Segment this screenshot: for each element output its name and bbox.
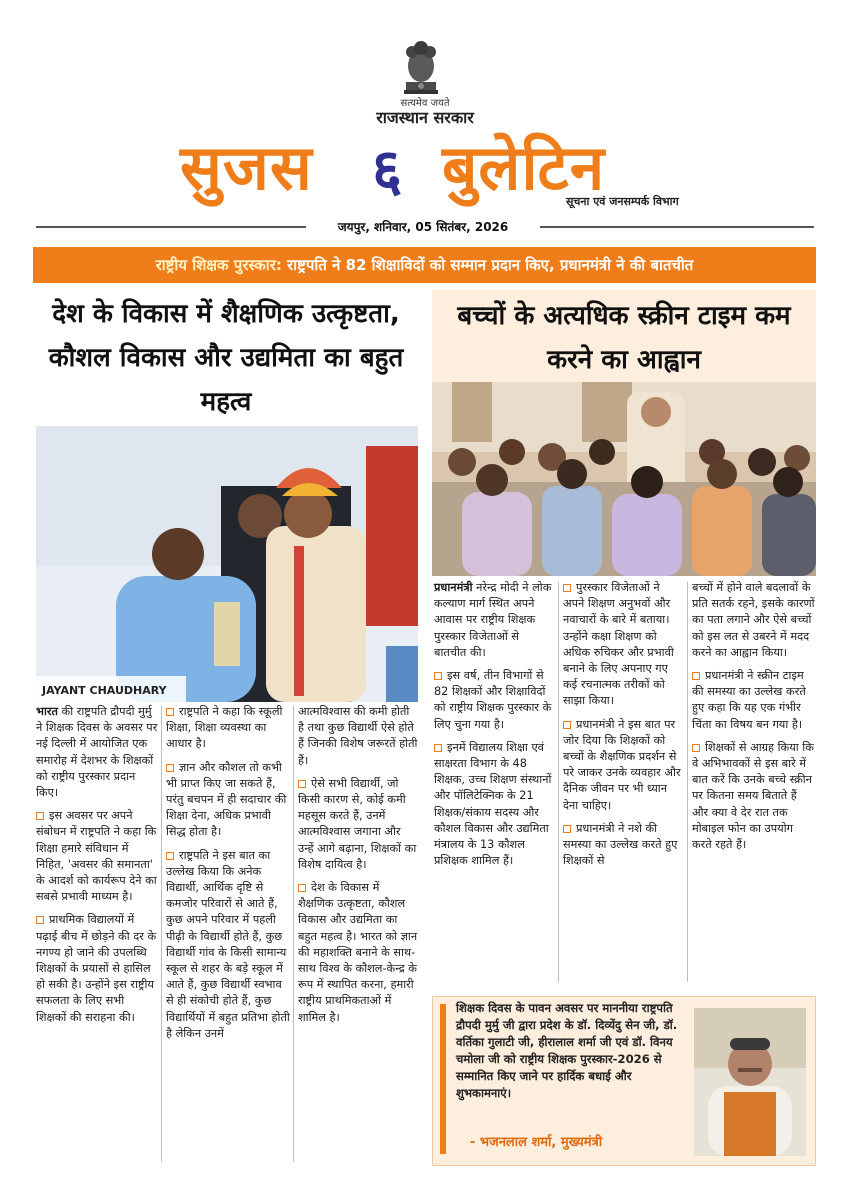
left-col3-p2: ऐसे सभी विद्यार्थी, जो किसी कारण से, कोई कमी महसूस करते हैं, उनमें आत्मविश्वास जगाना और उन्हें आगे बढ़ाना, शिक्षकों का विशेष दायित्व है। [298, 776, 417, 871]
right-col1-p3: इनमें विद्यालय शिक्षा एवं साक्षरता विभाग के 48 शिक्षक, उच्च शिक्षण संस्थानों और पॉलिटेक्निक के 21 शिक्षक/संकाय सदस्य और कौशल विकास और उद्यमिता मंत्रालय के 13 कौशल प्रशिक्षक शामिल हैं। [434, 740, 552, 868]
bullet-icon [563, 721, 571, 729]
left-lead-word: भारत [36, 705, 58, 718]
left-col1-p1: की राष्ट्रपति द्रौपदी मुर्मु ने शिक्षक दिवस के अवसर पर नई दिल्ली में आयोजित एक समारोह में देशभर के शिक्षकों को राष्ट्रीय पुरस्कार प्रदान किए। [36, 705, 158, 800]
right-column-1 [434, 580, 554, 876]
government-name: राजस्थान सरकार [376, 108, 474, 127]
title-numeral: ६ [372, 136, 403, 204]
left-column-3 [298, 704, 418, 1033]
department-name: सूचना एवं जनसम्पर्क विभाग [566, 195, 679, 208]
photo-caption: JAYANT CHAUDHARY [42, 684, 167, 697]
right-column-2 [563, 580, 683, 876]
greeting-text: शिक्षक दिवस के पावन अवसर पर माननीया राष्ट्रपति द्रौपदी मुर्मु जी द्वारा प्रदेश के डॉ. दिव्येंदु सेन जी, डॉ. वर्तिका गुलाटी जी, हीरालाल शर्मा जी एवं डॉ. विनय चमोला जी को राष्ट्रीय शिक्षक पुरस्कार-2026 से सम्मानित किए जाने पर हार्दिक बधाई और शुभकामनाएं। [456, 1001, 678, 1100]
left-col3-p1: आत्मविश्वास की कमी होती है तथा कुछ विद्यार्थी ऐसे होते हैं जिनकी विशेष जरूरतें होती हैं। [298, 705, 418, 767]
left-col2-p3: राष्ट्रपति ने इस बात का उल्लेख किया कि अनेक विद्यार्थी, आर्थिक दृष्टि से कमजोर परिवारों से आते हैं, कुछ अपने परिवार में पहली पीढ़ी के विद्यार्थी होते हैं, कुछ विद्यार्थी गांव के किसी सामान्य स्कूल से शहर के बड़े स्कूल में आते हैं, कुछ विद्यार्थी स्वभाव से ही संकोची होते हैं, कुछ विद्यार्थियों में बहुत प्रतिभा होती है लेकिन उनमें [166, 848, 290, 1040]
bullet-icon [36, 812, 44, 820]
banner-text: राष्ट्रपति ने 82 शिक्षाविदों को सम्मान प्रदान किए, प्रधानमंत्री ने की बातचीत [287, 256, 694, 274]
award-ceremony-photo [36, 426, 418, 702]
bullet-icon [298, 884, 306, 892]
bullet-icon [692, 744, 700, 752]
right-col1-p2: इस वर्ष, तीन विभागों से 82 शिक्षकों और शिक्षाविदों को राष्ट्रीय शिक्षक पुरस्कार के लिए चुना गया है। [434, 669, 552, 731]
column-divider [293, 706, 294, 1162]
bullet-icon [166, 852, 174, 860]
right-col3-p1: बच्चों में होने वाले बदलावों के प्रति सतर्क रहने, इसके कारणों का पता लगाने और ऐसे बच्चों को इस लत से उबरने में मदद करने का आह्वान किया। [692, 581, 815, 659]
left-column-1 [36, 704, 158, 1033]
bullet-icon [692, 672, 700, 680]
column-divider [687, 582, 688, 982]
right-lead-word: प्रधानमंत्री [434, 581, 473, 594]
title-part1: सुजस [180, 131, 313, 204]
chief-minister-photo [694, 1008, 806, 1156]
left-col3-p3: देश के विकास में शैक्षणिक उत्कृष्टता, कौशल विकास और उद्यमिता का बहुत महत्व है। भारत को ज्ञान की महाशक्ति बनाने के साथ-साथ विश्व के कौशल-केन्द्र के रूप में स्थापित करना, हमारी राष्ट्रीय प्राथमिकताओं में शामिल है। [298, 881, 418, 1024]
right-col3-p3: शिक्षकों से आग्रह किया कि वे अभिभावकों से इस बारे में बात करें कि उनके बच्चे स्क्रीन पर कितना समय बिताते हैं और क्या वे देर रात तक मोबाइल फोन का उपयोग करते रहते हैं। [692, 740, 814, 852]
dateline: जयपुर, शनिवार, 05 सितंबर, 2026 [337, 220, 509, 234]
column-divider [161, 706, 162, 1162]
bullet-icon [563, 825, 571, 833]
left-col1-p2: इस अवसर पर अपने संबोधन में राष्ट्रपति ने कहा कि शिक्षा हमारे संविधान में निहित, 'अवसर की समानता' के आदर्श को कार्यरूप देने का सबसे प्रभावी माध्यम है। [36, 809, 157, 904]
bullet-icon [36, 916, 44, 924]
bullet-icon [298, 780, 306, 788]
left-col2-p1: राष्ट्रपति ने कहा कि स्कूली शिक्षा, शिक्षा व्यवस्था का आधार है। [166, 705, 283, 751]
motto: सत्यमेव जयते [400, 98, 450, 109]
left-column-2 [166, 704, 290, 1049]
bullet-icon [434, 672, 442, 680]
right-col2-p1: पुरस्कार विजेताओं ने अपने शिक्षण अनुभवों और नवाचारों के बारे में बताया। उन्होंने कक्षा शिक्षण को अधिक रुचिकर और प्रभावी बनाने के लिए अपनाए गए कई रचनात्मक तरीकों को साझा किया। [563, 581, 674, 708]
greeting-accent-bar [440, 1004, 446, 1154]
national-emblem-icon [398, 36, 444, 96]
bullet-icon [563, 584, 571, 592]
right-col3-p2: प्रधानमंत्री ने स्क्रीन टाइम की समस्या का उल्लेख करते हुए कहा कि यह एक गंभीर चिंता का विषय बन गया है। [692, 669, 806, 731]
banner-label: राष्ट्रीय शिक्षक पुरस्कार: [155, 256, 282, 274]
divider-right [540, 226, 814, 228]
left-headline: देश के विकास में शैक्षणिक उत्कृष्टता, कौशल विकास और उद्यमिता का बहुत महत्व [48, 299, 404, 417]
left-col1-p3: प्राथमिक विद्यालयों में पढ़ाई बीच में छोड़ने की दर के नगण्य हो जाने की उपलब्धि शिक्षकों के प्रयासों से हासिल हो सकी है। उन्होंने इस राष्ट्रीय सफलता के लिए सभी शिक्षकों की सराहना की। [36, 913, 157, 1024]
interaction-photo [432, 382, 816, 576]
divider-left [36, 226, 306, 228]
greeting-signature: - भजनलाल शर्मा, मुख्यमंत्री [470, 1135, 603, 1150]
title-part2: बुलेटिन [442, 131, 606, 204]
right-col2-p3: प्रधानमंत्री ने नशे की समस्या का उल्लेख करते हुए शिक्षकों से [563, 821, 678, 868]
bullet-icon [166, 764, 174, 772]
right-col2-p2: प्रधानमंत्री ने इस बात पर जोर दिया कि शिक्षकों को बच्चों के शैक्षणिक प्रदर्शन से परे जाकर उनके व्यवहार और दैनिक जीवन पर भी ध्यान देना चाहिए। [563, 717, 681, 812]
bullet-icon [166, 708, 174, 716]
right-col1-p1: नरेन्द्र मोदी ने लोक कल्याण मार्ग स्थित अपने आवास पर राष्ट्रीय शिक्षक पुरस्कार विजेताओं से बातचीत की। [434, 581, 552, 659]
right-headline: बच्चों के अत्यधिक स्क्रीन टाइम कम करने का आह्वान [457, 301, 791, 375]
column-divider [558, 582, 559, 982]
right-column-3 [692, 580, 816, 860]
top-banner [33, 247, 816, 283]
bullet-icon [434, 744, 442, 752]
left-col2-p2: ज्ञान और कौशल तो कभी भी प्राप्त किए जा सकते हैं, परंतु बचपन में ही सदाचार की शिक्षा देना, अधिक प्रभावी सिद्ध होता है। [166, 760, 287, 839]
